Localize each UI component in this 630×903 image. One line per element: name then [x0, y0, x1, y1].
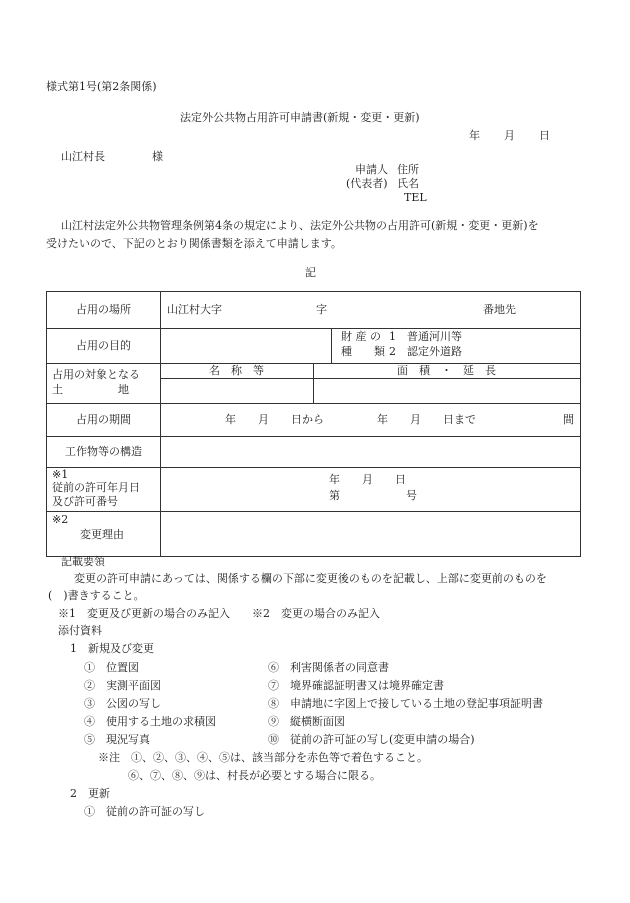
attachment-item-6: ⑥ 利害関係者の同意書 — [268, 661, 389, 674]
attachment-item-1: ① 位置図 — [84, 661, 139, 674]
attachment-item-8: ⑧ 申請地に字図上で接している土地の登記事項証明書 — [268, 697, 543, 710]
row-structure — [47, 437, 581, 468]
land-field[interactable] — [161, 364, 581, 404]
previous-permit-field[interactable] — [161, 468, 581, 512]
prev-label-1: 従前の許可年月日 — [52, 481, 140, 494]
attachment-item-3: ③ 公図の写し — [84, 697, 161, 710]
addressee-suffix: 様 — [152, 150, 163, 163]
property-option-1: 1 普通河川等 — [389, 330, 462, 343]
reason-mark: ※2 — [52, 513, 69, 526]
addressee: 山江村長 — [61, 150, 105, 163]
period-ma: 間 — [563, 413, 574, 426]
row-period — [47, 404, 581, 437]
row-previous-permit — [47, 468, 581, 512]
reason-label-text: 変更理由 — [80, 528, 124, 541]
attachment-note-1: ※注 ①、②、③、④、⑤は、該当部分を赤色等で着色すること。 — [98, 751, 428, 764]
name-label: 氏名 — [397, 177, 419, 190]
ki-heading: 記 — [305, 266, 316, 279]
reason-field[interactable] — [161, 512, 581, 557]
period-field[interactable] — [161, 404, 581, 437]
name-etc-header: 名 称 等 — [209, 364, 264, 377]
property-type-label-1: 財 産 の — [341, 330, 381, 343]
date-day: 日 — [539, 129, 550, 142]
attachments-section-2: 2 更新 — [70, 787, 110, 800]
notes-heading: 記載要領 — [61, 555, 105, 568]
intro-line-1: 山江村法定外公共物管理条例第4条の規定により、法定外公共物の占用許可(新規・変更・更新)を — [61, 219, 539, 232]
row-reason — [47, 512, 581, 557]
attachment-item-2: ② 実測平面図 — [84, 679, 161, 692]
land-label-1: 占用の対象となる — [52, 368, 140, 381]
place-aza: 字 — [316, 303, 327, 316]
period-from: 年 月 日から — [225, 413, 324, 426]
period-label: 占用の期間 — [47, 404, 161, 437]
attachments-heading: 添付資料 — [58, 624, 102, 637]
application-table — [46, 291, 581, 557]
row-purpose — [47, 329, 581, 364]
land-label — [47, 364, 161, 404]
purpose-field[interactable] — [161, 329, 581, 364]
notes-line-2: ( )書きすること。 — [48, 589, 145, 602]
period-to: 年 月 日まで — [377, 413, 476, 426]
row-land — [47, 364, 581, 404]
notes-line-3: ※1 変更及び更新の場合のみ記入 ※2 変更の場合のみ記入 — [58, 607, 380, 620]
document-title: 法定外公共物占用許可申請書(新規・変更・更新) — [180, 111, 420, 124]
row-place — [47, 292, 581, 329]
applicant-label: 申請人 — [355, 163, 388, 176]
attachment-item-10: ⑩ 従前の許可証の写し(変更申請の場合) — [268, 733, 475, 746]
place-banchi: 番地先 — [483, 303, 516, 316]
place-field[interactable] — [161, 292, 581, 329]
prev-date: 年 月 日 — [329, 473, 406, 486]
structure-label: 工作物等の構造 — [47, 437, 161, 468]
place-village: 山江村大字 — [167, 303, 222, 316]
attachment-item-4: ④ 使用する土地の求積図 — [84, 715, 216, 728]
property-option-2: 2 認定外道路 — [389, 345, 462, 358]
attachment-item-5: ⑤ 現況写真 — [84, 733, 150, 746]
previous-permit-label — [47, 468, 161, 512]
attachment-item-9: ⑨ 縦横断面図 — [268, 715, 345, 728]
prev-label-2: 及び許可番号 — [52, 495, 118, 508]
address-label: 住所 — [397, 163, 419, 176]
representative-label: (代表者) — [346, 177, 388, 190]
property-type-label-2: 種 類 — [341, 345, 385, 358]
land-label-2: 土 地 — [52, 383, 129, 396]
notes-line-1: 変更の許可申請にあっては、関係する欄の下部に変更後のものを記載し、上部に変更前のものを — [74, 572, 547, 585]
attachment-renewal-item: ① 従前の許可証の写し — [84, 805, 205, 818]
purpose-divider — [331, 329, 332, 363]
tel-label: TEL — [404, 191, 427, 204]
land-column-divider — [313, 364, 314, 403]
attachment-item-7: ⑦ 境界確認証明書又は境界確定書 — [268, 679, 444, 692]
prev-mark: ※1 — [52, 468, 69, 481]
prev-number: 第 号 — [329, 489, 417, 502]
date-year: 年 — [469, 129, 480, 142]
reason-label — [47, 512, 161, 557]
date-month: 月 — [504, 129, 515, 142]
place-label: 占用の場所 — [47, 292, 161, 329]
attachment-note-2: ⑥、⑦、⑧、⑨は、村長が必要とする場合に限る。 — [128, 769, 381, 782]
structure-field[interactable] — [161, 437, 581, 468]
attachments-section-1: 1 新規及び変更 — [70, 642, 154, 655]
form-number: 様式第1号(第2条関係) — [46, 80, 157, 93]
intro-line-2: 受けたいので、下記のとおり関係書類を添えて申請します。 — [46, 237, 342, 250]
area-header: 面 積 ・ 延 長 — [397, 364, 496, 377]
purpose-label: 占用の目的 — [47, 329, 161, 364]
